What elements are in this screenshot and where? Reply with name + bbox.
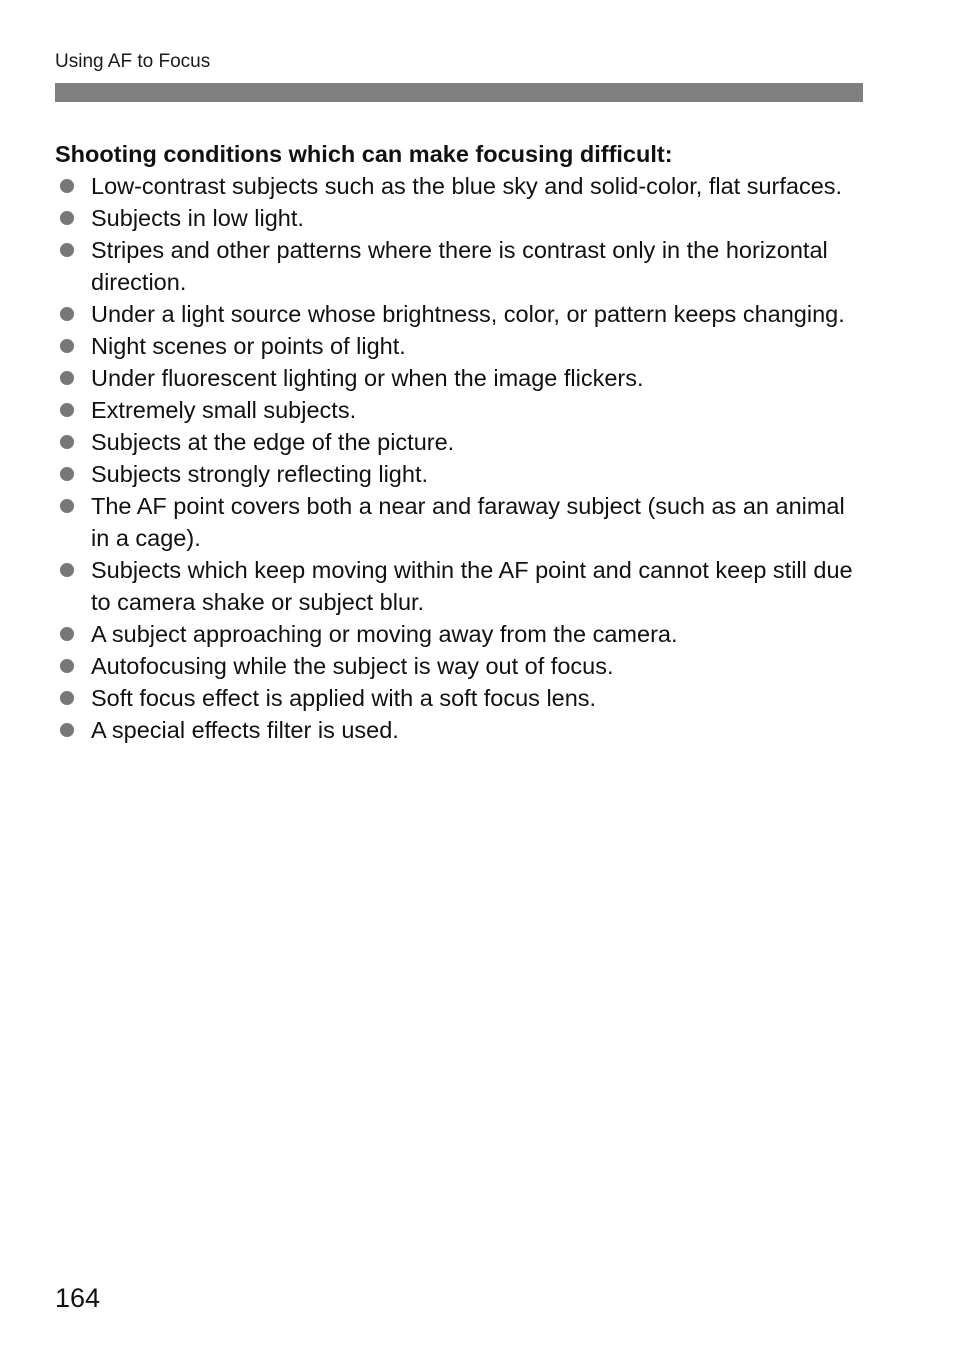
list-item-text: Subjects at the edge of the picture. — [91, 429, 455, 455]
list-item-text: Autofocusing while the subject is way out of focus. — [91, 653, 614, 679]
list-item-text: The AF point covers both a near and faraway subject (such as an animal in a cage). — [91, 493, 845, 551]
bullet-icon — [60, 179, 74, 193]
list-item — [55, 362, 855, 394]
list-item — [55, 554, 855, 618]
list-item-text: Under a light source whose brightness, color, or pattern keeps changing. — [91, 301, 845, 327]
list-item — [55, 650, 855, 682]
bullet-list — [55, 170, 855, 746]
section-heading: Shooting conditions which can make focusing difficult: — [55, 141, 673, 167]
list-item — [55, 458, 855, 490]
list-item — [55, 490, 855, 554]
bullet-icon — [60, 307, 74, 321]
bullet-icon — [60, 499, 74, 513]
list-item-text: Low-contrast subjects such as the blue sky and solid-color, flat surfaces. — [91, 173, 843, 199]
bullet-icon — [60, 723, 74, 737]
list-item-text: Under fluorescent lighting or when the image flickers. — [91, 365, 644, 391]
section-label: Using AF to Focus — [55, 51, 211, 72]
header-bar — [55, 83, 863, 102]
list-item-text: A subject approaching or moving away from the camera. — [91, 621, 678, 647]
list-item — [55, 682, 855, 714]
list-item — [55, 394, 855, 426]
list-item-text: Extremely small subjects. — [91, 397, 357, 423]
list-item-text: A special effects filter is used. — [91, 717, 399, 743]
bullet-icon — [60, 371, 74, 385]
list-item-text: Subjects which keep moving within the AF point and cannot keep still due to camera shake or subject blur. — [91, 557, 853, 615]
page-number: 164 — [55, 1283, 101, 1313]
list-item-text: Subjects strongly reflecting light. — [91, 461, 428, 487]
bullet-icon — [60, 435, 74, 449]
list-item — [55, 202, 855, 234]
bullet-icon — [60, 211, 74, 225]
list-item — [55, 170, 855, 202]
list-item-text: Night scenes or points of light. — [91, 333, 406, 359]
bullet-icon — [60, 339, 74, 353]
bullet-icon — [60, 691, 74, 705]
list-item-text: Subjects in low light. — [91, 205, 304, 231]
list-item — [55, 714, 855, 746]
bullet-icon — [60, 563, 74, 577]
bullet-icon — [60, 627, 74, 641]
list-item — [55, 426, 855, 458]
list-item — [55, 330, 855, 362]
list-item-text: Stripes and other patterns where there is contrast only in the horizontal direction. — [91, 237, 828, 295]
list-item — [55, 618, 855, 650]
bullet-icon — [60, 659, 74, 673]
bullet-icon — [60, 467, 74, 481]
bullet-icon — [60, 403, 74, 417]
list-item — [55, 298, 855, 330]
list-item — [55, 234, 855, 298]
main-content — [55, 138, 855, 746]
bullet-icon — [60, 243, 74, 257]
list-item-text: Soft focus effect is applied with a soft focus lens. — [91, 685, 597, 711]
